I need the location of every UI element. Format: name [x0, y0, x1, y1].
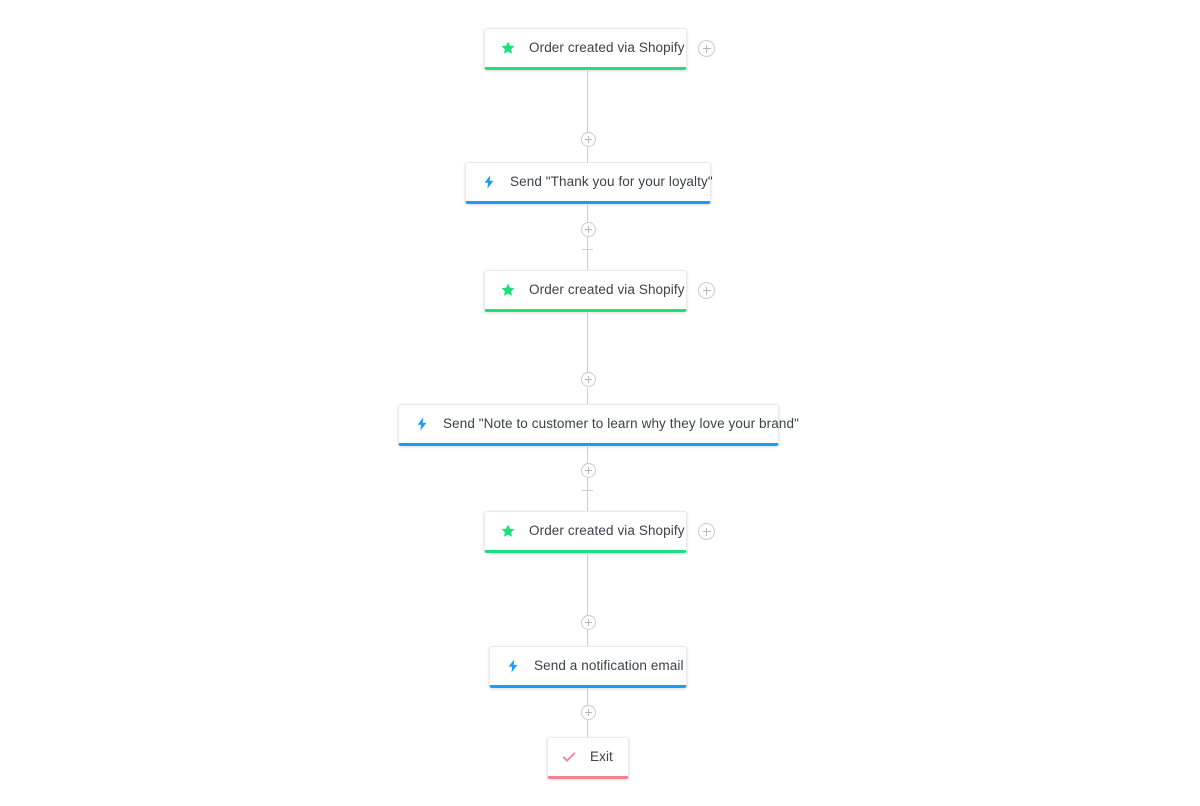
flow-node-trigger[interactable] [484, 270, 687, 312]
lightning-bolt-icon [504, 657, 522, 675]
check-icon [560, 748, 578, 766]
connector-line [587, 478, 588, 514]
connector-line [587, 447, 588, 464]
connector-line [587, 313, 588, 373]
flow-node-label: Send "Thank you for your loyalty" [510, 174, 713, 190]
flow-node-action[interactable] [465, 162, 711, 204]
star-icon [499, 39, 517, 57]
flow-node-label: Order created via Shopify [529, 282, 685, 298]
flow-node-label: Send "Note to customer to learn why they love your brand" [443, 416, 799, 432]
lightning-bolt-icon [413, 415, 431, 433]
flow-node-label: Order created via Shopify [529, 523, 685, 539]
add-step-button[interactable] [581, 132, 596, 147]
add-step-button[interactable] [581, 372, 596, 387]
add-step-button[interactable] [581, 463, 596, 478]
flow-node-label: Order created via Shopify [529, 40, 685, 56]
connector-line [587, 720, 588, 738]
flow-node-trigger[interactable] [484, 28, 687, 70]
connector-line [587, 71, 588, 133]
flow-node-action[interactable] [489, 646, 687, 688]
connector-line [587, 237, 588, 273]
add-step-button[interactable] [581, 222, 596, 237]
flow-node-action[interactable] [398, 404, 799, 446]
flow-node-exit[interactable] [547, 737, 629, 779]
connector-stub [582, 249, 593, 250]
flow-node-label: Exit [590, 749, 613, 765]
flow-node-trigger[interactable] [484, 511, 687, 553]
add-branch-button[interactable] [698, 282, 715, 299]
add-branch-button[interactable] [698, 523, 715, 540]
flow-node-label: Send a notification email [534, 658, 684, 674]
connector-line [587, 689, 588, 706]
star-icon [499, 522, 517, 540]
star-icon [499, 281, 517, 299]
add-step-button[interactable] [581, 615, 596, 630]
connector-line [587, 554, 588, 616]
add-step-button[interactable] [581, 705, 596, 720]
connector-line [587, 205, 588, 223]
add-branch-button[interactable] [698, 40, 715, 57]
connector-stub [582, 490, 593, 491]
lightning-bolt-icon [480, 173, 498, 191]
